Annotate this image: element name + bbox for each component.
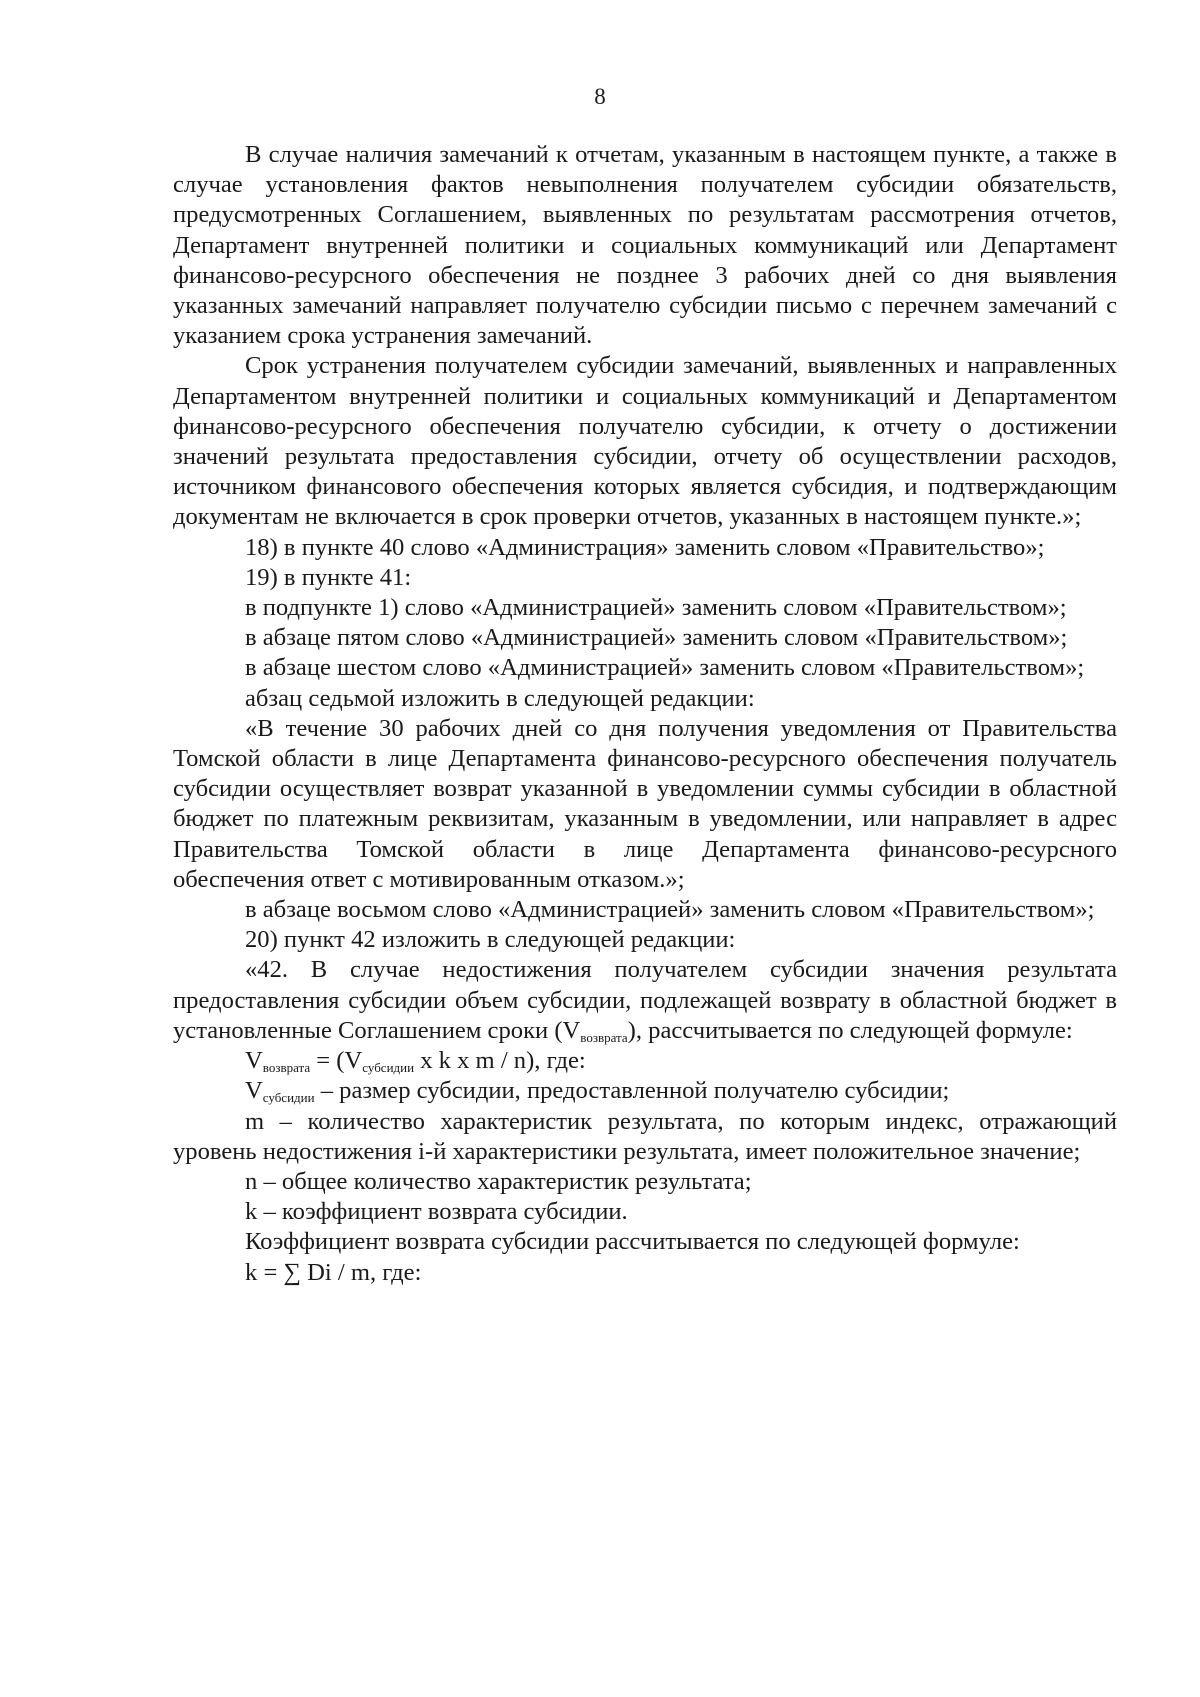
paragraph-item-20: 20) пункт 42 изложить в следующей редакции: — [245, 926, 736, 954]
formula-v: V — [245, 1047, 263, 1075]
formula-mid: = (V — [310, 1047, 363, 1075]
formula-v-vozvrata — [173, 1046, 1117, 1076]
formula-sub-vozvrata: возврата — [262, 1060, 311, 1076]
definition-k: k – коэффициент возврата субсидии. — [245, 1198, 628, 1226]
paragraph-coefficient: Коэффициент возврата субсидии рассчитывается по следующей формуле: — [245, 1228, 1020, 1256]
paragraph-item-19: 19) в пункте 41: — [245, 563, 412, 591]
paragraph-subitem-1: в подпункте 1) слово «Администрацией» заменить словом «Правительством»; — [245, 594, 1067, 622]
formula-end: x k x m / n), где: — [414, 1047, 586, 1075]
document-body — [173, 140, 1117, 1288]
formula-k: k = ∑ Di / m, где: — [245, 1258, 422, 1286]
subscript-vozvrata: возврата — [580, 1029, 628, 1045]
definition-v: V — [245, 1077, 263, 1105]
item-42-text-end: ), рассчитывается по следующей формуле: — [627, 1016, 1073, 1044]
definition-v-subsidii — [173, 1076, 1117, 1106]
paragraph-abzac-8: в абзаце восьмом слово «Администрацией» заменить словом «Правительством»; — [245, 896, 1095, 924]
paragraph-item-42 — [173, 955, 1117, 1046]
page-number: 8 — [594, 84, 606, 109]
definition-n: n – общее количество характеристик результата; — [245, 1167, 752, 1195]
paragraph-abzac-5: в абзаце пятом слово «Администрацией» заменить словом «Правительством»; — [245, 624, 1068, 652]
paragraph-remarks: В случае наличия замечаний к отчетам, указанным в настоящем пункте, а также в случае установления фактов невыполнения получателем субсидии обязательств, предусмотренных Соглашением, выявленных по результатам рассмотрения отчетов, Департамент внутренней политики и социальных коммуникаций или Департамент финансово-ресурсного обеспечения не позднее 3 рабочих дней со дня выявления указанных замечаний направляет получателю субсидии письмо с перечнем замечаний с указанием срока устранения замечаний. — [173, 141, 1117, 350]
paragraph-abzac-6: в абзаце шестом слово «Администрацией» заменить словом «Правительством»; — [245, 654, 1085, 682]
paragraph-abzac-7: абзац седьмой изложить в следующей редакции: — [245, 684, 755, 712]
paragraph-deadline: Срок устранения получателем субсидии замечаний, выявленных и направленных Департаментом внутренней политики и социальных коммуникаций и Департаментом финансово-ресурсного обеспечения получателю субсидии, к отчету о достижении значений результата предоставления субсидии, отчету об осуществлении расходов, источником финансового обеспечения которых является субсидия, и подтверждающим документам не включается в срок проверки отчетов, указанных в настоящем пункте.»; — [173, 352, 1117, 531]
paragraph-quote-30-days: «В течение 30 рабочих дней со дня получения уведомления от Правительства Томской области в лице Департамента финансово-ресурсного обеспечения получатель субсидии осуществляет возврат указанной в уведомлении суммы субсидии в областной бюджет по платежным реквизитам, указанным в уведомлении, или направляет в адрес Правительства Томской области в лице Департамента финансово-ресурсного обеспечения ответ с мотивированным отказом.»; — [173, 714, 1117, 893]
paragraph-item-18: 18) в пункте 40 слово «Администрация» заменить словом «Правительство»; — [245, 533, 1045, 561]
definition-sub-subsidii: субсидии — [262, 1090, 315, 1106]
item-42-text: «42. В случае недостижения получателем субсидии значения результата предоставления субсидии объем субсидии, подлежащей возврату в областной бюджет в установленные Соглашением сроки (V — [173, 956, 1117, 1044]
definition-v-text: – размер субсидии, предоставленной получателю субсидии; — [314, 1077, 950, 1105]
formula-sub-subsidii: субсидии — [362, 1060, 415, 1076]
definition-m: m – количество характеристик результата, по которым индекс, отражающий уровень недостижения i-й характеристики результата, имеет положительное значение; — [173, 1107, 1117, 1165]
